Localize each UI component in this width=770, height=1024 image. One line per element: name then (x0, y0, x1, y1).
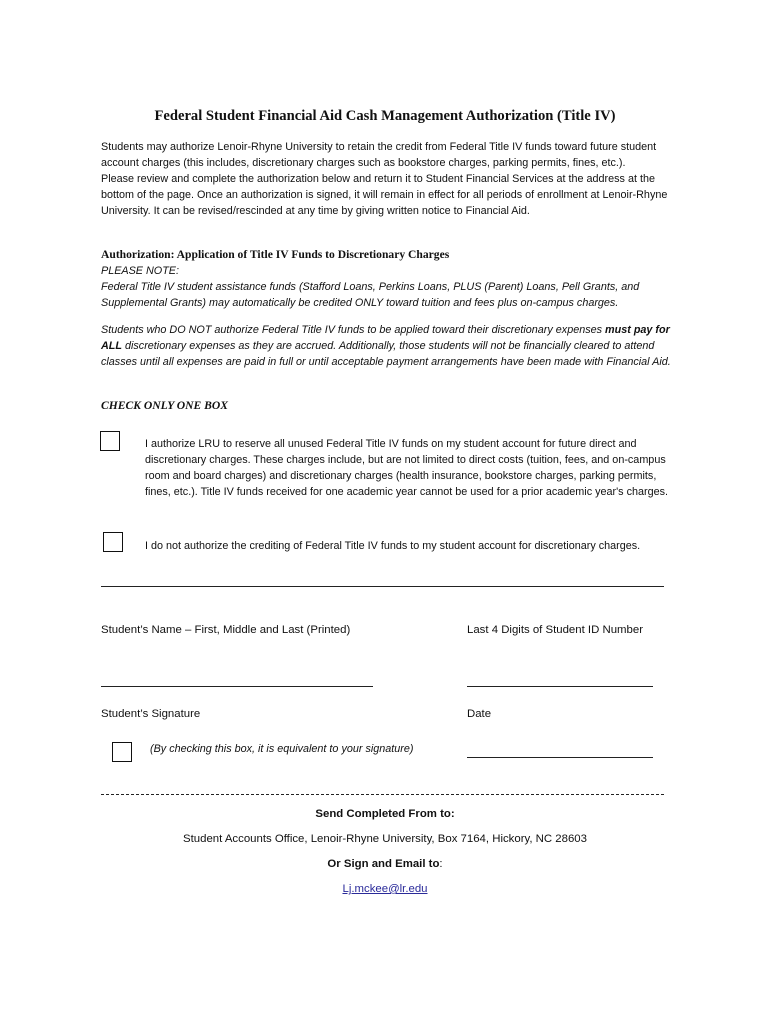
mailing-address: Student Accounts Office, Lenoir-Rhyne University, Box 7164, Hickory, NC 28603 (183, 833, 587, 845)
warning-bold-must-pay: must pay for (605, 324, 670, 336)
authorize-option-text: I authorize LRU to reserve all unused Federal Title IV funds on my student account for future direct and discretionary charges. These charges include, but are not limited to direct costs (tuition, fees, and on-campus room and board charges) and discretionary charges (health insurance, bookstore charges, parking permits, fines, etc.). Title IV funds received for one academic year cannot be used for a prior academic year's charges. (145, 438, 668, 498)
cut-line (101, 794, 664, 795)
form-title: Federal Student Financial Aid Cash Management Authorization (Title IV) (154, 108, 616, 124)
signature-checkbox-note: (By checking this box, it is equivalent to your signature) (150, 743, 414, 755)
email-link[interactable]: Lj.mckee@lr.edu (342, 883, 428, 895)
section-divider (101, 586, 664, 587)
date-label: Date (467, 708, 492, 720)
authorization-section (101, 247, 671, 311)
send-completed-label: Send Completed From to: (315, 808, 455, 820)
check-one-box-heading: CHECK ONLY ONE BOX (101, 399, 229, 412)
email-line (0, 883, 770, 895)
please-note-text: Federal Title IV student assistance funds (Stafford Loans, Perkins Loans, PLUS (Parent) Loans, Pell Grants, and Supplemental Grants) may automatically be credited ONLY toward tuition and fees plus on-campus charges. (101, 281, 640, 309)
signature-label: Student’s Signature (101, 708, 201, 720)
email-label-colon: : (439, 858, 443, 870)
student-name-label: Student’s Name – First, Middle and Last (Printed) (101, 624, 351, 636)
please-note-label: PLEASE NOTE: (101, 265, 180, 277)
intro-paragraph-1: Students may authorize Lenoir-Rhyne University to retain the credit from Federal Title IV funds toward future student account charges (this includes, discretionary charges such as bookstore charges, parking permits, fines, etc.). (101, 141, 657, 169)
email-label (0, 858, 770, 870)
intro-paragraph-2: Please review and complete the authorization below and return it to Student Financial Services at the address at the bottom of the page. Once an authorization is signed, it will remain in effect for all periods of enrollment at Lenoir-Rhyne University. It can be revised/rescinded at any time by giving written notice to Financial Aid. (101, 173, 668, 217)
student-id-line[interactable] (467, 686, 653, 687)
warning-bold-all: ALL (101, 340, 122, 352)
email-label-bold: Or Sign and Email to (327, 858, 440, 870)
do-not-authorize-option-text: I do not authorize the crediting of Federal Title IV funds to my student account for discretionary charges. (145, 540, 641, 552)
date-line[interactable] (467, 757, 653, 758)
intro-section (101, 139, 671, 219)
authorization-heading: Authorization: Application of Title IV Funds to Discretionary Charges (101, 248, 450, 261)
signature-checkbox[interactable] (112, 742, 132, 762)
student-id-label: Last 4 Digits of Student ID Number (467, 624, 644, 636)
warning-text-part2: discretionary expenses as they are accrued. Additionally, those students will not be financially cleared to attend classes until all expenses are paid in full or until acceptable payment arrangements have been made with Financial Aid. (101, 340, 671, 368)
warning-paragraph (101, 322, 671, 370)
warning-text-part1: Students who DO NOT authorize Federal Title IV funds to be applied toward their discretionary expenses (101, 324, 606, 336)
authorize-checkbox[interactable] (100, 431, 120, 451)
do-not-authorize-checkbox[interactable] (103, 532, 123, 552)
student-name-line[interactable] (101, 686, 373, 687)
